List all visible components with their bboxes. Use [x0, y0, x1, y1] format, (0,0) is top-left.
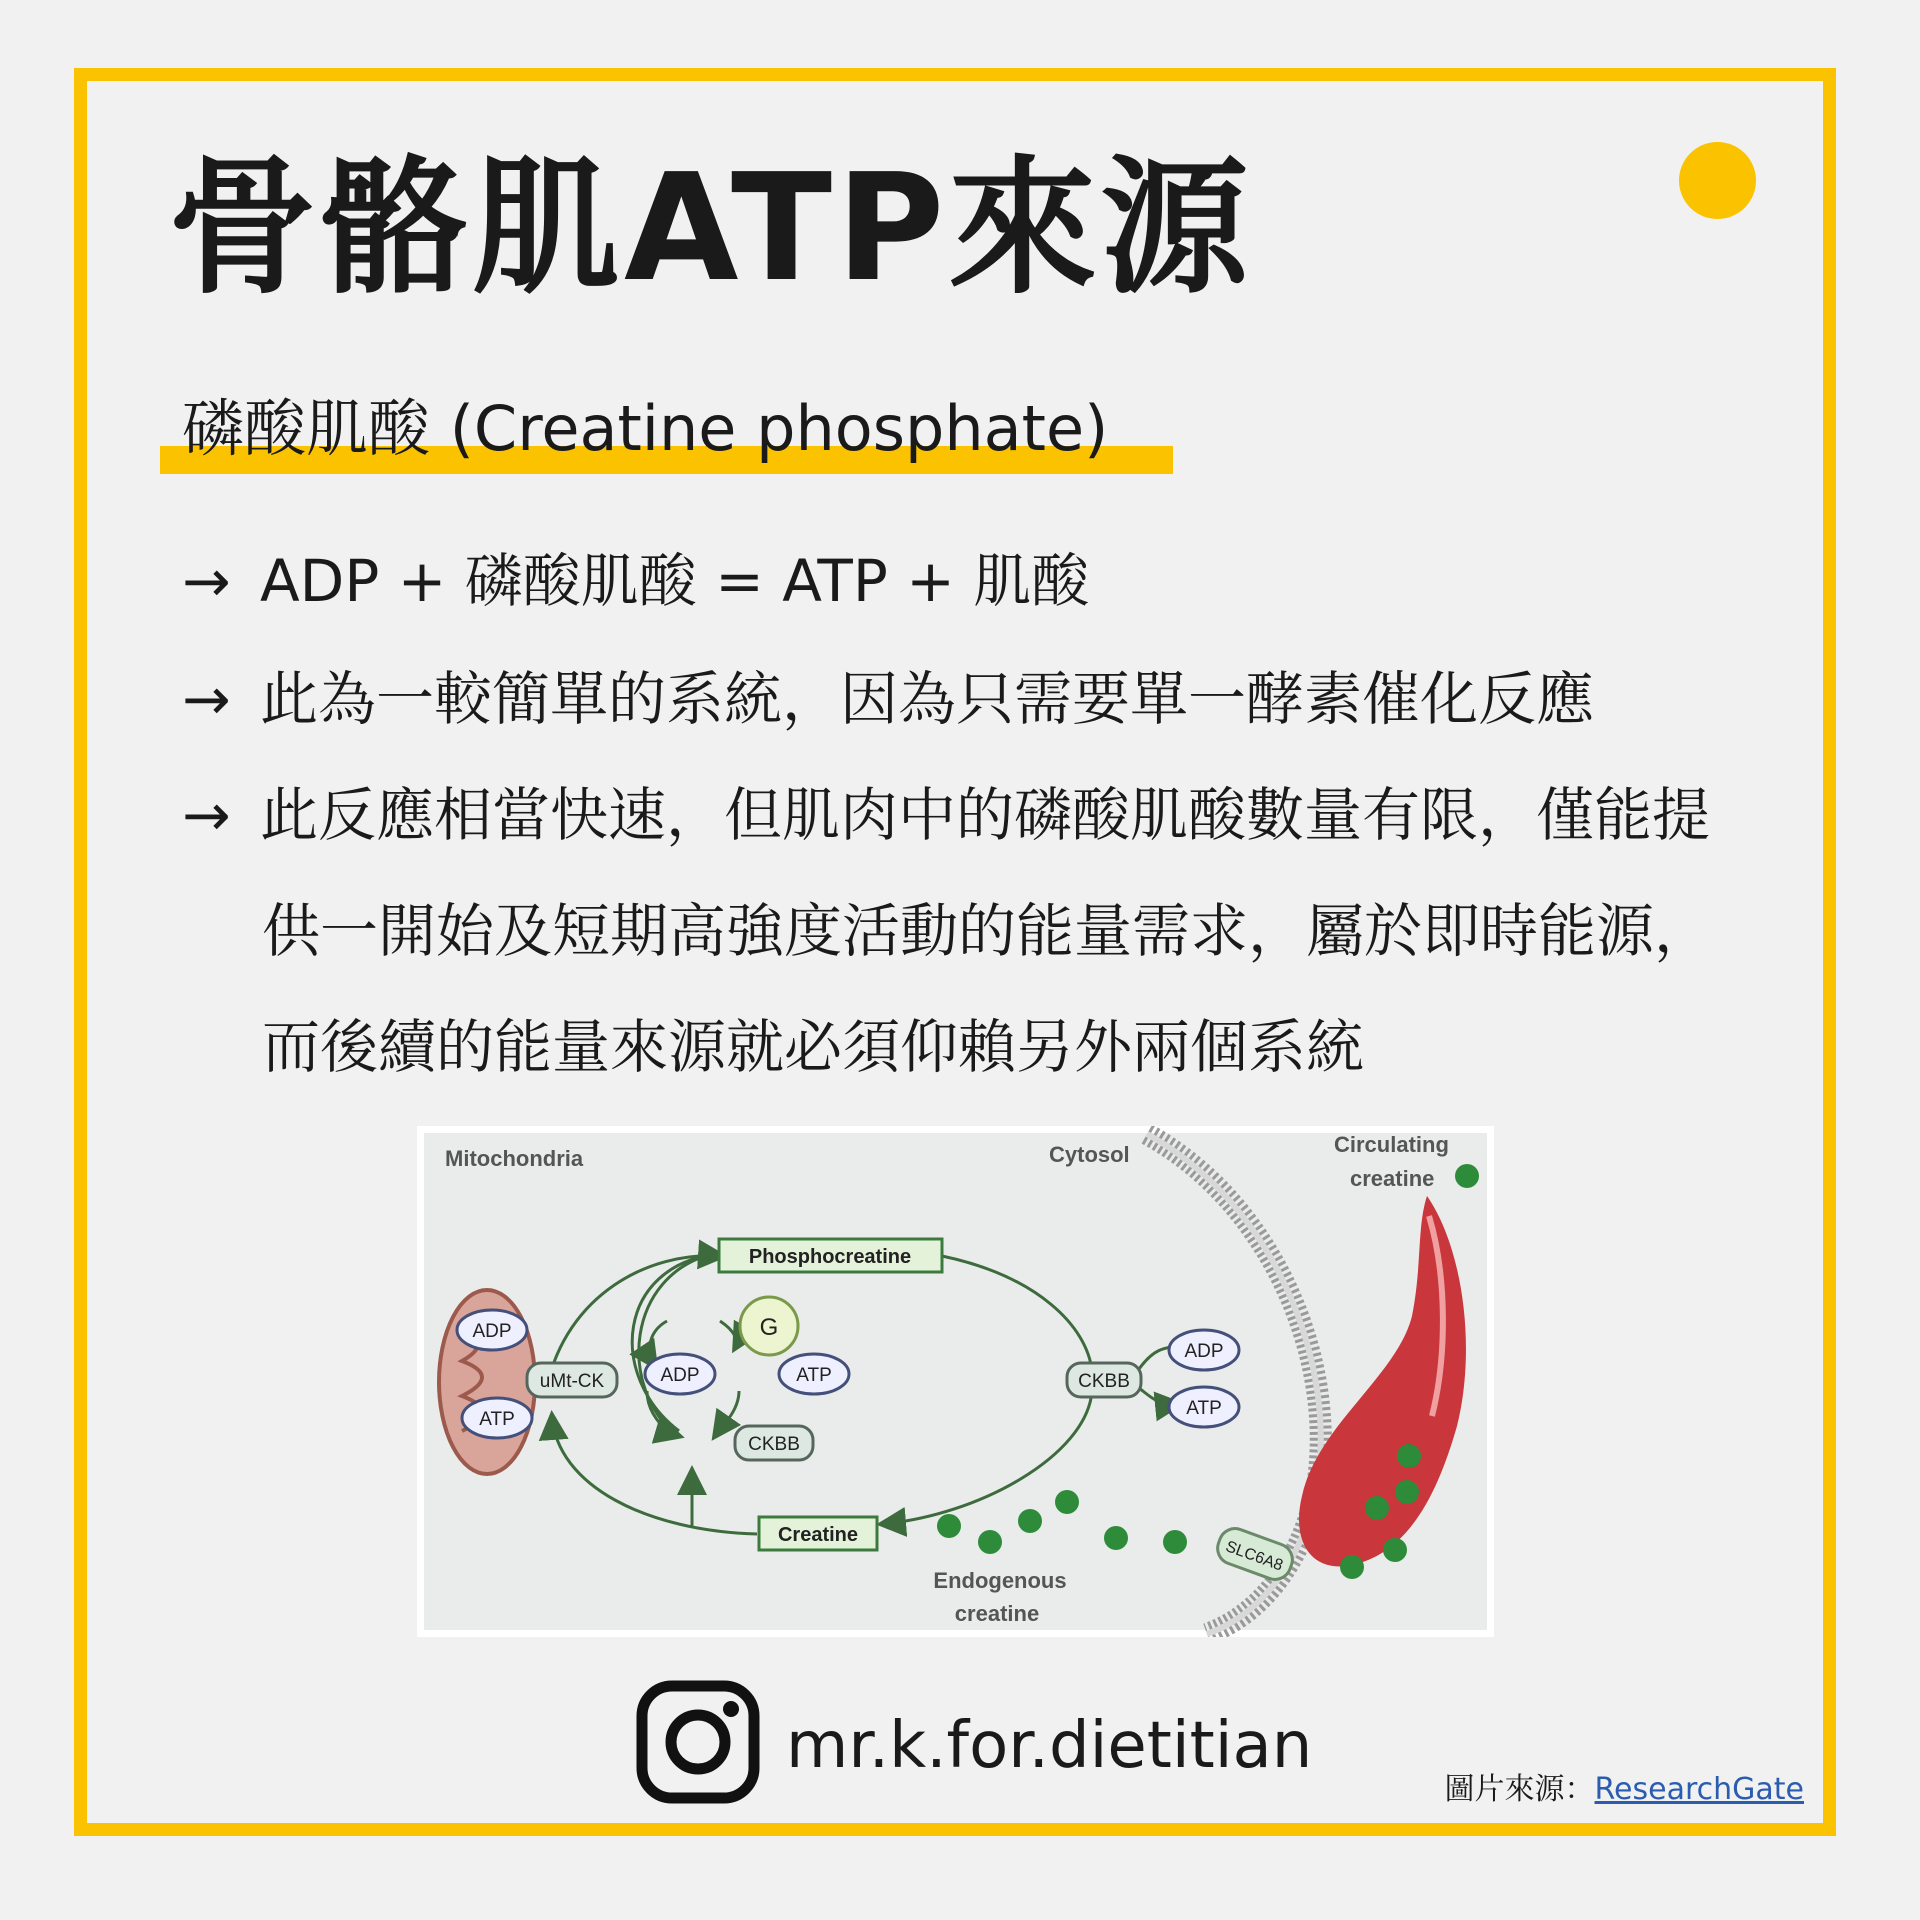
- mito-adp-node: [457, 1310, 527, 1350]
- label-adp: ADP: [1184, 1341, 1224, 1362]
- label-cytosol: Cytosol: [1049, 1142, 1130, 1167]
- bullet-2: [182, 664, 1594, 734]
- label-circulating-1: Circulating: [1334, 1132, 1449, 1157]
- instagram-icon[interactable]: [636, 1680, 760, 1804]
- label-phosphocreatine: Phosphocreatine: [748, 1246, 912, 1268]
- bullet-3-line-2: 供一開始及短期高強度活動的能量需求，屬於即時能源，: [262, 897, 1713, 965]
- label-ckbb: CKBB: [748, 1434, 800, 1455]
- right-atp-node: [1169, 1387, 1239, 1427]
- label-adp: ADP: [660, 1365, 700, 1386]
- arrow-icon: →: [182, 547, 231, 615]
- atp-node: [779, 1354, 849, 1394]
- label-circulating-2: creatine: [1350, 1166, 1435, 1191]
- subtitle: 磷酸肌酸 (Creatine phosphate): [182, 392, 1109, 465]
- label-mitochondria: Mitochondria: [445, 1146, 584, 1171]
- right-adp-node: [1169, 1330, 1239, 1370]
- researchgate-link[interactable]: ResearchGate: [1594, 1772, 1804, 1807]
- label-umtck: uMt-CK: [539, 1371, 605, 1392]
- label-endogenous-1: Endogenous: [933, 1568, 1067, 1593]
- label-endogenous-2: creatine: [954, 1601, 1040, 1626]
- instagram-handle[interactable]: mr.k.for.dietitian: [786, 1709, 1313, 1783]
- label-slc6a8: SLC6A8: [1223, 1538, 1286, 1575]
- mito-atp-node: [462, 1398, 532, 1438]
- arrow-icon: →: [182, 665, 231, 733]
- adp-node: [645, 1354, 715, 1394]
- bullet-1: [182, 546, 1089, 616]
- bullet-1-text: ADP + 磷酸肌酸 = ATP + 肌酸: [260, 547, 1090, 615]
- arrow-icon: →: [182, 781, 231, 849]
- creatine-dot-icon: [1455, 1164, 1479, 1188]
- ckbb-center-node: [735, 1426, 813, 1460]
- bullet-3-line-1: 此反應相當快速，但肌肉中的磷酸肌酸數量有限，僅能提: [260, 781, 1711, 849]
- label-creatine: Creatine: [777, 1524, 859, 1546]
- label-adp: ADP: [472, 1321, 512, 1342]
- image-credit: [1445, 1772, 1804, 1808]
- umtck-node: [527, 1363, 617, 1397]
- label-atp: ATP: [1186, 1398, 1222, 1419]
- ckbb-right-node: [1067, 1363, 1141, 1397]
- label-g: G: [759, 1314, 779, 1341]
- accent-dot: [1679, 142, 1756, 219]
- credit-label: 圖片來源：: [1444, 1772, 1595, 1807]
- label-atp: ATP: [796, 1365, 832, 1386]
- page-title: 骨骼肌ATP來源: [168, 142, 1253, 314]
- label-atp: ATP: [479, 1409, 515, 1430]
- bullet-3-line-3: 而後續的能量來源就必須仰賴另外兩個系統: [262, 1013, 1365, 1081]
- label-ckbb: CKBB: [1078, 1371, 1130, 1392]
- bullet-2-text: 此為一較簡單的系統，因為只需要單一酵素催化反應: [260, 665, 1595, 733]
- bullet-3: [182, 780, 1710, 850]
- creatine-pathway-diagram: [417, 1126, 1494, 1637]
